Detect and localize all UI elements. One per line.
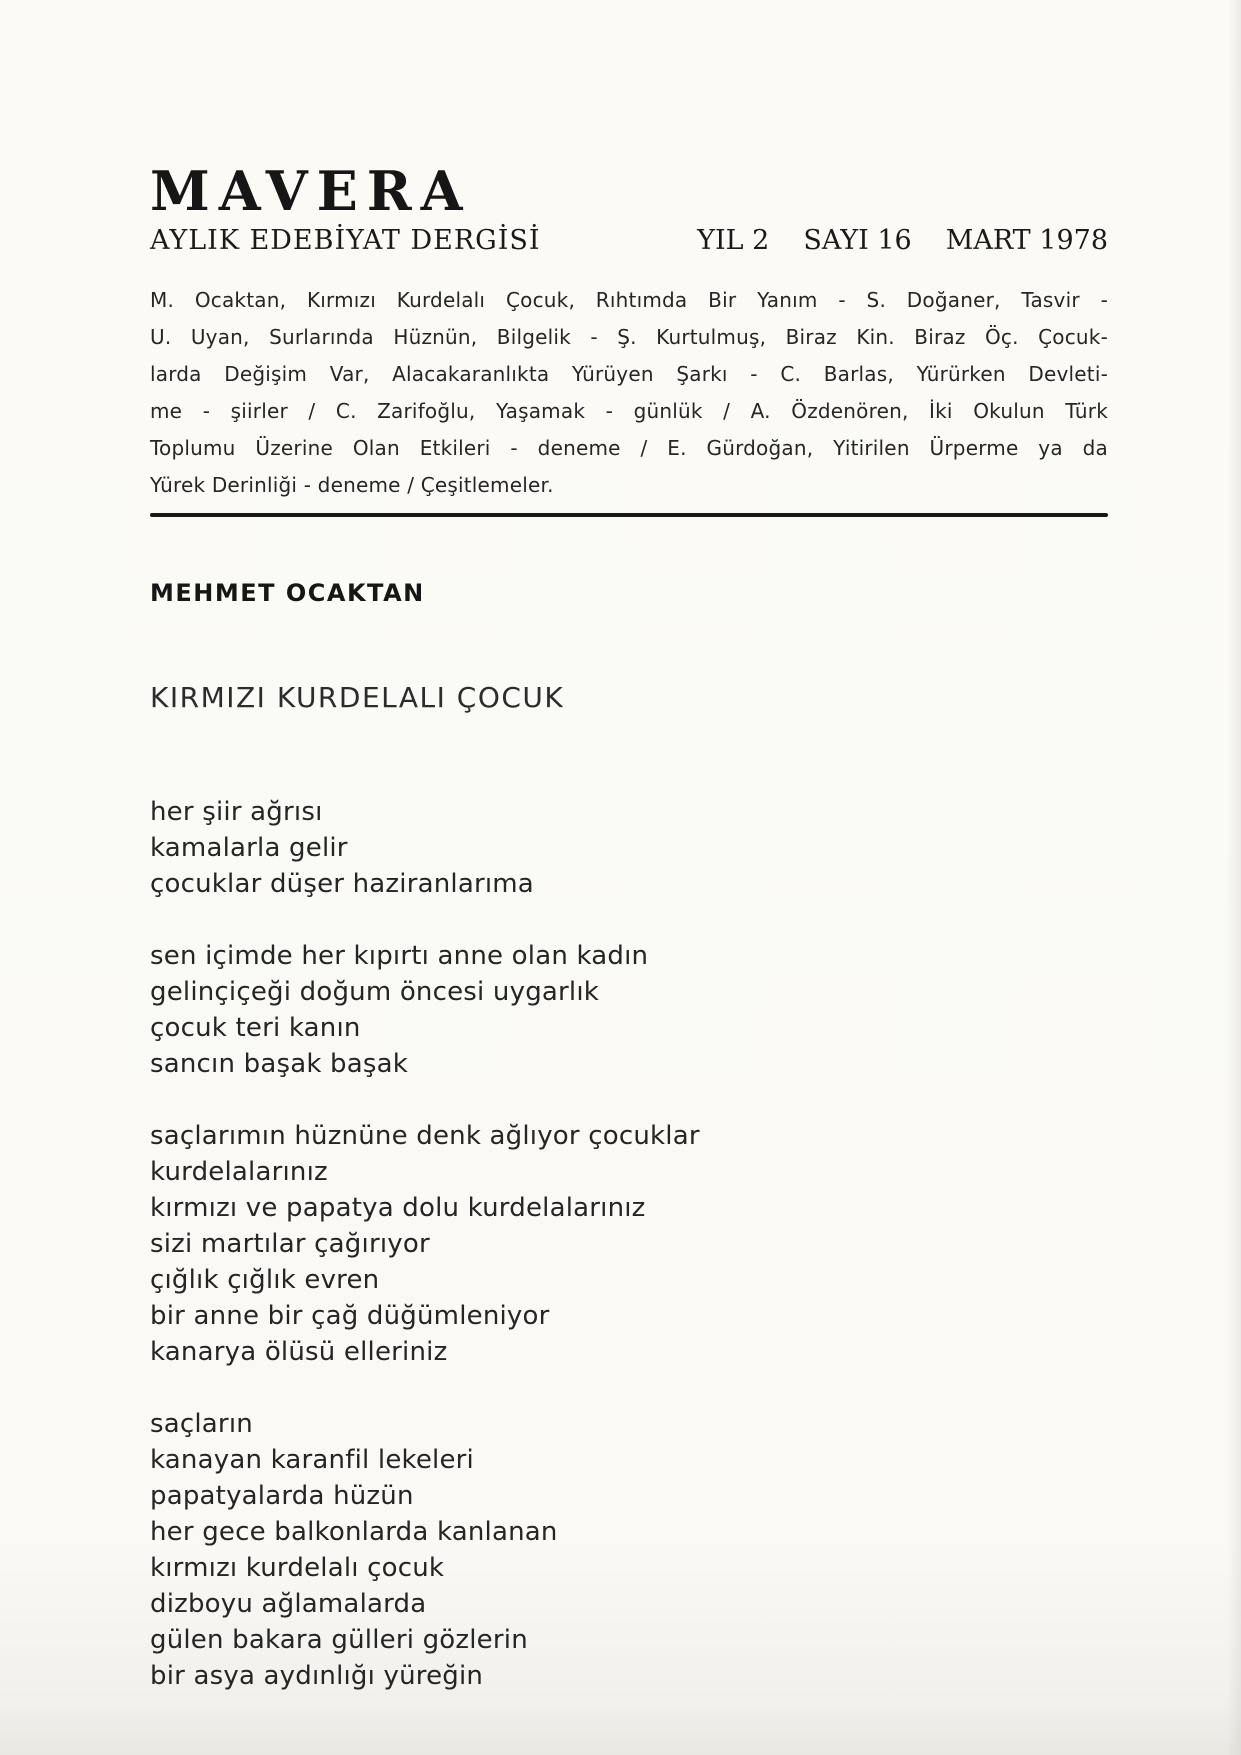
poem-line: gülen bakara gülleri gözlerin — [150, 1625, 528, 1655]
magazine-subtitle: AYLIK EDEBİYAT DERGİSİ — [150, 225, 541, 256]
poem-line: gelinçiçeği doğum öncesi uygarlık — [150, 977, 600, 1007]
poem-line: sizi martılar çağırıyor — [150, 1229, 430, 1259]
poem-stanza — [150, 1406, 1108, 1694]
poem-line: saçlarımın hüznüne denk ağlıyor çocuklar — [150, 1121, 700, 1151]
poem-line: kanayan karanfil lekeleri — [150, 1445, 474, 1475]
toc-line: U. Uyan, Surlarında Hüznün, Bilgelik - Ş. Kurtulmuş, Biraz Kin. Biraz Öç. Çocuk- — [150, 325, 1108, 349]
masthead-row — [150, 224, 1108, 258]
poem-line: sen içimde her kıpırtı anne olan kadın — [150, 941, 649, 971]
issue-info — [697, 224, 1108, 258]
poem-stanza — [150, 938, 1108, 1082]
poem-line: çocuklar düşer haziranlarıma — [150, 869, 534, 899]
poem-stanza — [150, 1118, 1108, 1370]
poem-stanza — [150, 794, 1108, 902]
poem-body — [150, 794, 1108, 1694]
poem-line: çocuk teri kanın — [150, 1013, 361, 1043]
toc-line: me - şiirler / C. Zarifoğlu, Yaşamak - günlük / A. Özdenören, İki Okulun Türk — [150, 399, 1108, 423]
poem-line: her gece balkonlarda kanlanan — [150, 1517, 558, 1547]
toc-line: Toplumu Üzerine Olan Etkileri - deneme / E. Gürdoğan, Yitirilen Ürperme ya da — [150, 436, 1108, 460]
issue-number: SAYI 16 — [803, 225, 912, 256]
poem-line: kamalarla gelir — [150, 833, 348, 863]
poem-line: bir anne bir çağ düğümleniyor — [150, 1301, 550, 1331]
table-of-contents — [150, 282, 1108, 504]
poem-line: çığlık çığlık evren — [150, 1265, 380, 1295]
poem-line: her şiir ağrısı — [150, 797, 323, 827]
poem-line: sancın başak başak — [150, 1049, 409, 1079]
magazine-title: MAVERA — [150, 159, 472, 223]
poem-line: kurdelalarınız — [150, 1157, 328, 1187]
issue-date: MART 1978 — [945, 225, 1108, 256]
issue-year: YIL 2 — [697, 225, 770, 256]
poem-line: bir asya aydınlığı yüreğin — [150, 1661, 484, 1691]
page-content — [150, 160, 1108, 1694]
poem-author: MEHMET OCAKTAN — [150, 579, 425, 607]
poem-line: kanarya ölüsü elleriniz — [150, 1337, 448, 1367]
poem-line: papatyalarda hüzün — [150, 1481, 414, 1511]
poem-title: KIRMIZI KURDELALI ÇOCUK — [150, 681, 565, 714]
toc-line: larda Değişim Var, Alacakaranlıkta Yürüyen Şarkı - C. Barlas, Yürürken Devleti- — [150, 362, 1108, 386]
horizontal-rule — [150, 513, 1108, 517]
toc-line: M. Ocaktan, Kırmızı Kurdelalı Çocuk, Rıhtımda Bir Yanım - S. Doğaner, Tasvir - — [150, 288, 1108, 312]
poem-line: kırmızı ve papatya dolu kurdelalarınız — [150, 1193, 646, 1223]
poem-line: dizboyu ağlamalarda — [150, 1589, 427, 1619]
poem-line: saçların — [150, 1409, 253, 1439]
poem-line: kırmızı kurdelalı çocuk — [150, 1553, 445, 1583]
toc-line: Yürek Derinliği - deneme / Çeşitlemeler. — [150, 473, 554, 497]
